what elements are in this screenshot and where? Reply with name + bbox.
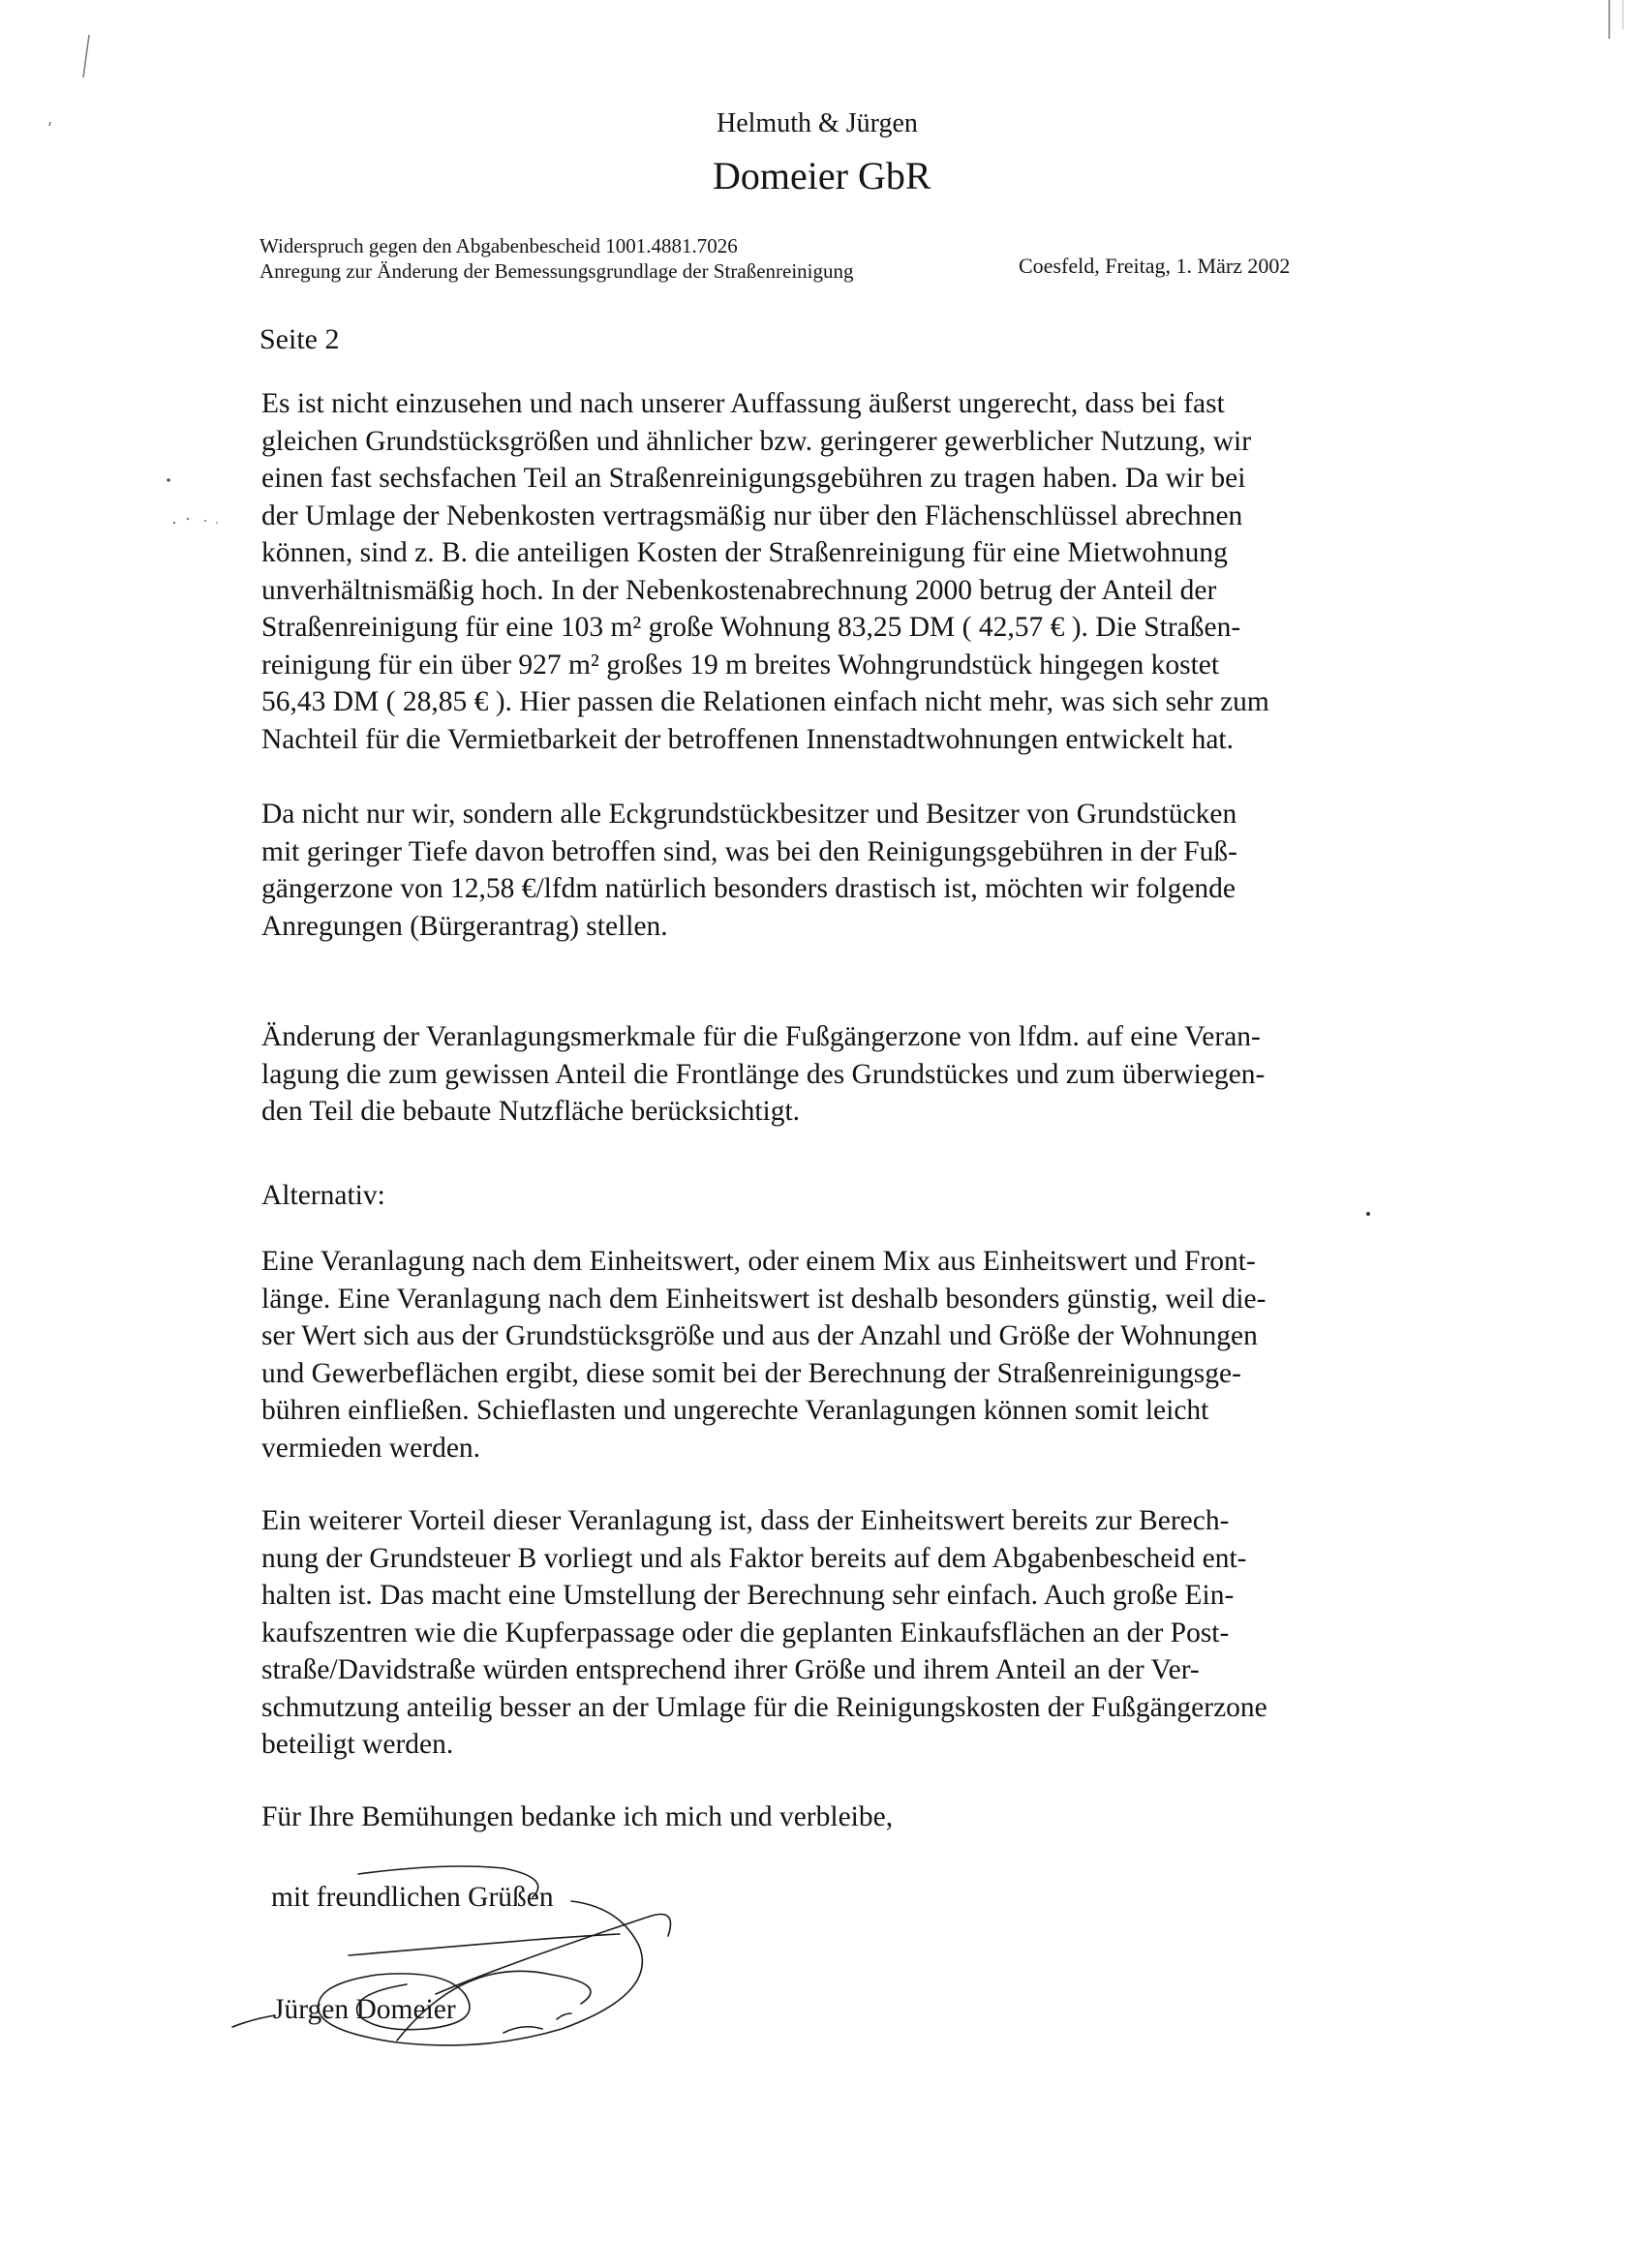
letterhead-owners: Helmuth & Jürgen: [717, 108, 918, 138]
text-line: länge. Eine Veranlagung nach dem Einheitswert ist deshalb besonders günstig, weil die-: [261, 1283, 1267, 1315]
text-line: nung der Grundsteuer B vorliegt und als Faktor bereits auf dem Abgabenbescheid ent-: [261, 1542, 1247, 1574]
text-line: Nachteil für die Vermietbarkeit der betroffenen Innenstadtwohnungen entwickelt hat.: [261, 723, 1235, 755]
text-line: 56,43 DM ( 28,85 € ). Hier passen die Relationen einfach nicht mehr, was sich sehr zum: [261, 686, 1269, 717]
scan-mark-right-dot: [1363, 1206, 1373, 1224]
text-line: halten ist. Das macht eine Umstellung der Berechnung sehr einfach. Auch große Ein-: [261, 1580, 1235, 1611]
text-line: Für Ihre Bemühungen bedanke ich mich und verbleibe,: [261, 1801, 894, 1832]
paragraph-6: [261, 1502, 1267, 1764]
paragraph-2: [261, 796, 1237, 945]
paragraph-1: [261, 385, 1269, 758]
closing-phrase: mit freundlichen Grüßen: [271, 1882, 554, 1913]
text-line: und Gewerbeflächen ergibt, diese somit bei der Berechnung der Straßenreinigungsge-: [261, 1357, 1241, 1389]
signer-name: Jürgen Domeier: [273, 1994, 456, 2025]
text-line: können, sind z. B. die anteiligen Kosten der Straßenreinigung für eine Mietwohnung: [261, 537, 1228, 568]
text-line: Anregungen (Bürgerantrag) stellen.: [261, 910, 668, 942]
text-line: reinigung für ein über 927 m² großes 19 m breites Wohngrundstück hingegen kostet: [261, 649, 1220, 680]
text-line: den Teil die bebaute Nutzfläche berücksichtigt.: [261, 1096, 801, 1127]
text-line: mit geringer Tiefe davon betroffen sind, was bei den Reinigungsgebühren in der Fuß-: [261, 835, 1237, 867]
text-line: kaufszentren wie die Kupferpassage oder die geplanten Einkaufsflächen an der Post-: [261, 1617, 1230, 1648]
text-line: Änderung der Veranlagungsmerkmale für die Fußgängerzone von lfdm. auf eine Veran-: [261, 1021, 1261, 1052]
paragraph-5: [261, 1243, 1266, 1467]
scan-mark-right-edge: [1598, 0, 1648, 2268]
text-line: Da nicht nur wir, sondern alle Eckgrundstückbesitzer und Besitzer von Grundstücken: [261, 799, 1237, 830]
text-line: bühren einfließen. Schieflasten und ungerechte Veranlagungen können somit leicht: [261, 1395, 1209, 1426]
paragraph-3: [261, 1018, 1265, 1131]
handwritten-signature: [213, 1839, 717, 2052]
text-line: einen fast sechsfachen Teil an Straßenreinigungsgebühren zu tragen haben. Da wir bei: [261, 463, 1246, 494]
text-line: gängerzone von 12,58 €/lfdm natürlich besonders drastisch ist, möchten wir folgende: [261, 873, 1236, 904]
place-date: Coesfeld, Freitag, 1. März 2002: [1019, 254, 1291, 278]
text-line: Eine Veranlagung nach dem Einheitswert, oder einem Mix aus Einheitswert und Front-: [261, 1246, 1256, 1277]
letterhead-company: Domeier GbR: [713, 154, 931, 197]
text-line: unverhältnismäßig hoch. In der Nebenkostenabrechnung 2000 betrug der Anteil der: [261, 574, 1217, 606]
paragraph-7: [261, 1799, 893, 1836]
paragraph-4: [261, 1177, 385, 1215]
text-line: Ein weiterer Vorteil dieser Veranlagung ist, dass der Einheitswert bereits zur Berech-: [261, 1505, 1230, 1536]
text-line: vermieden werden.: [261, 1432, 481, 1464]
text-line: Straßenreinigung für eine 103 m² große Wohnung 83,25 DM ( 42,57 € ). Die Straßen-: [261, 612, 1241, 643]
text-line: straße/Davidstraße würden entsprechend ihrer Größe und ihrem Anteil an der Ver-: [261, 1654, 1200, 1685]
suggestion-line: Anregung zur Änderung der Bemessungsgrundlage der Straßenreinigung: [259, 259, 854, 283]
scan-mark-top-left: [39, 29, 97, 131]
text-line: Alternativ:: [261, 1180, 385, 1211]
text-line: ser Wert sich aus der Grundstücksgröße und aus der Anzahl und Größe der Wohnungen: [261, 1320, 1258, 1351]
text-line: gleichen Grundstücksgrößen und ähnlicher bzw. geringerer gewerblicher Nutzung, wir: [261, 425, 1252, 457]
text-line: schmutzung anteilig besser an der Umlage für die Reinigungskosten der Fußgängerzone: [261, 1691, 1267, 1723]
scan-mark-left-margin: [155, 474, 232, 537]
page-label: Seite 2: [259, 323, 340, 355]
text-line: der Umlage der Nebenkosten vertragsmäßig nur über den Flächenschlüssel abrechnen: [261, 499, 1243, 531]
subject-line: Widerspruch gegen den Abgabenbescheid 1001.4881.7026: [259, 234, 738, 257]
text-line: lagung die zum gewissen Anteil die Frontlänge des Grundstückes und zum überwiegen-: [261, 1058, 1266, 1090]
text-line: Es ist nicht einzusehen und nach unserer Auffassung äußerst ungerecht, dass bei fast: [261, 388, 1225, 419]
text-line: beteiligt werden.: [261, 1729, 454, 1760]
